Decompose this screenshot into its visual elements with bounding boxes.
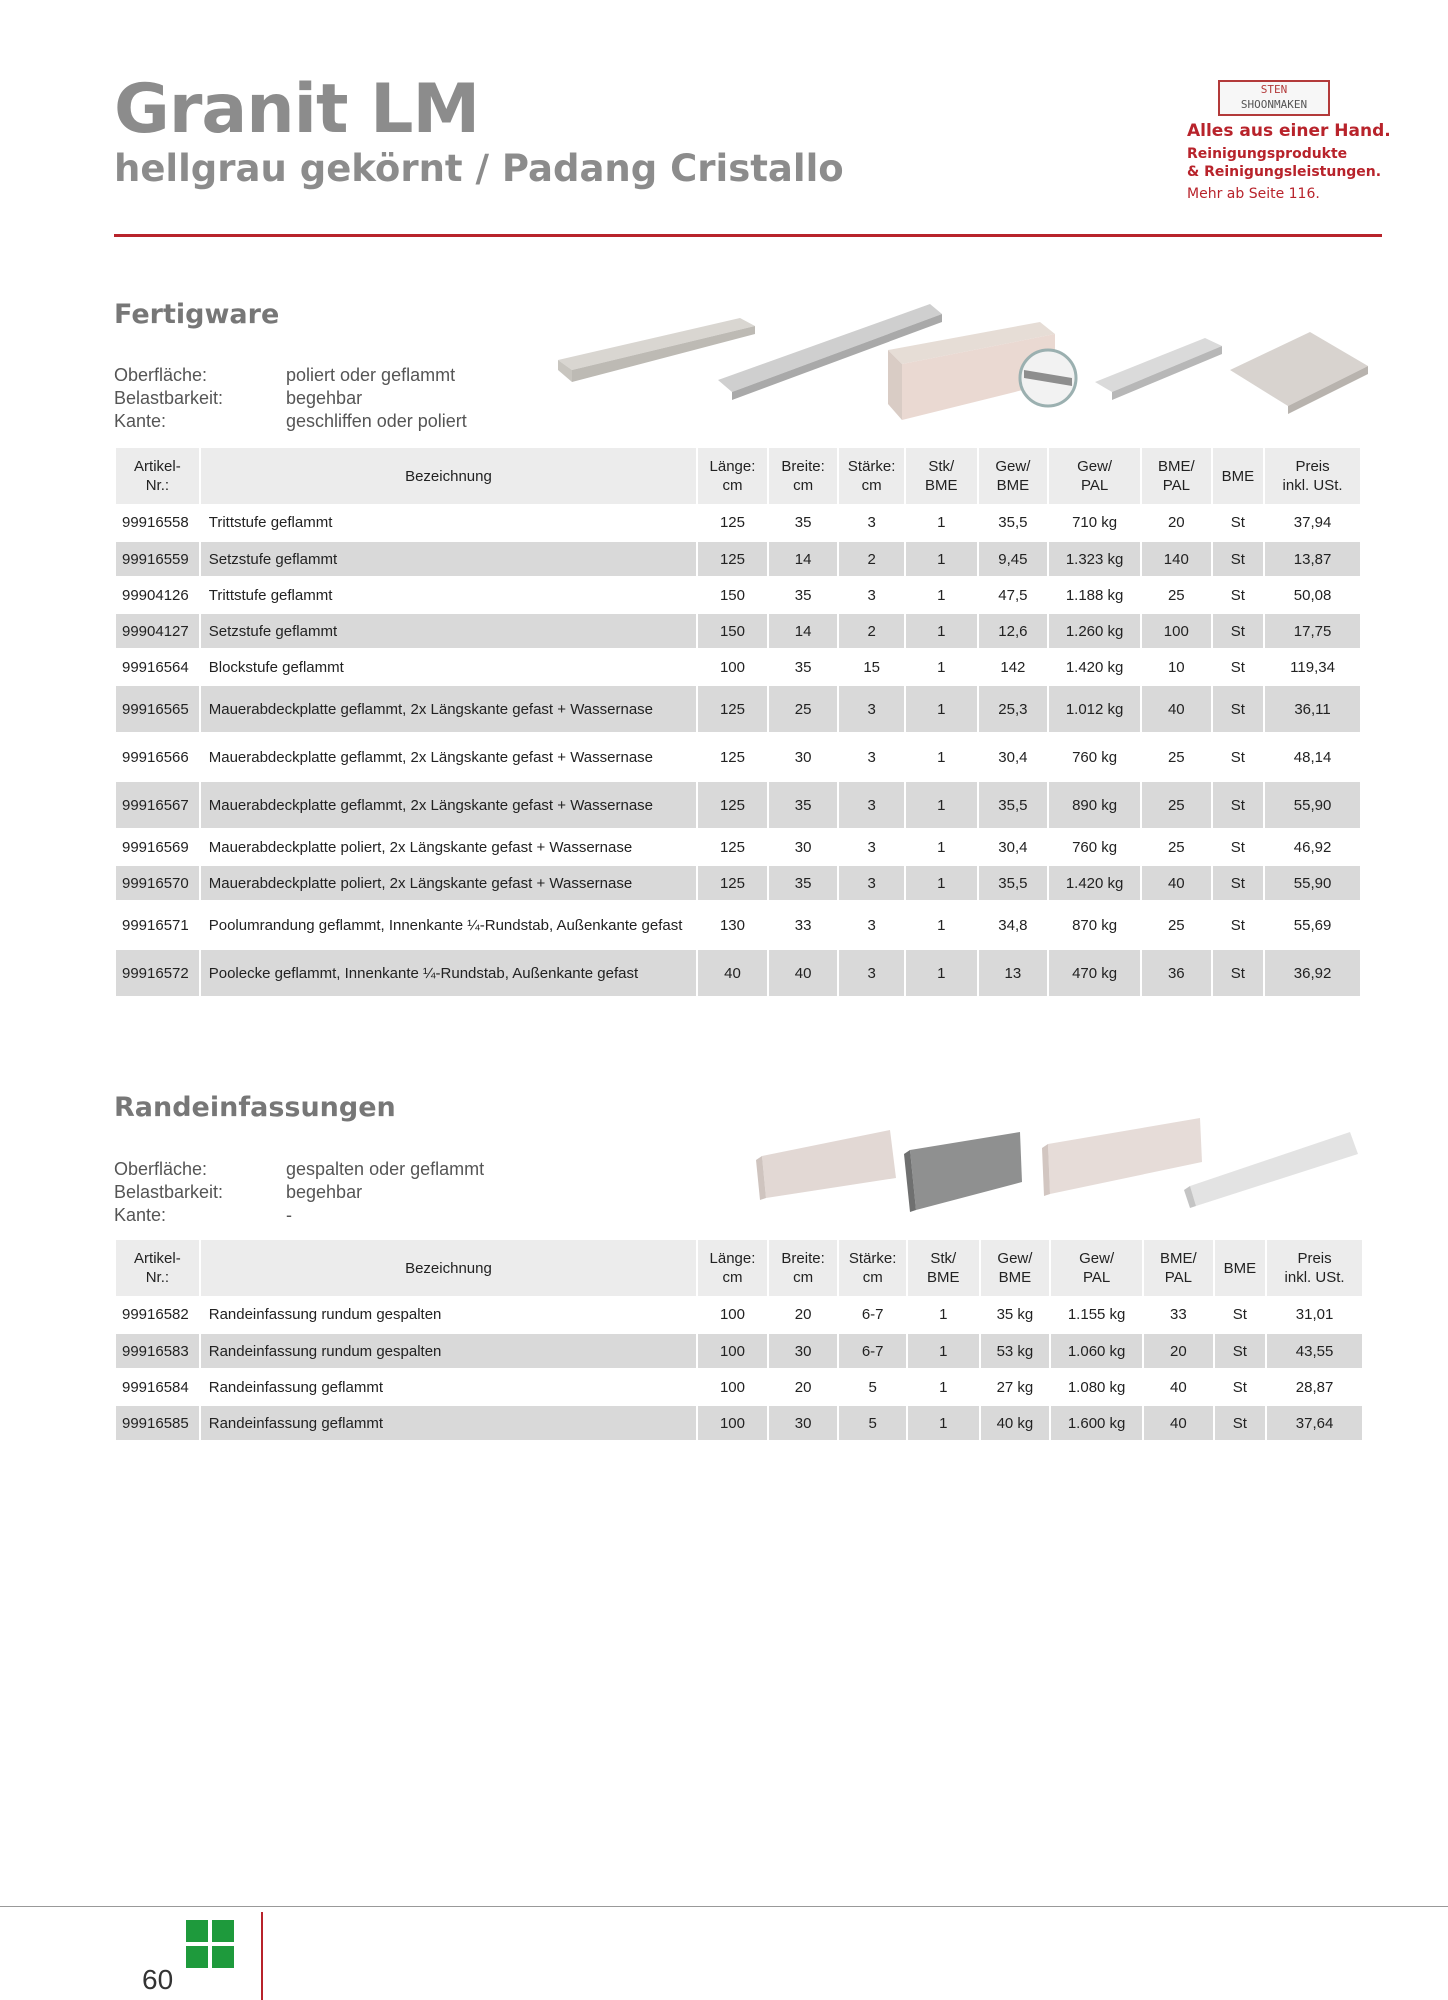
value-cell: St: [1213, 780, 1263, 828]
property-label: Oberfläche:: [114, 365, 208, 385]
description-cell: Mauerabdeckplatte geflammt, 2x Längskante gefast + Wassernase: [201, 732, 696, 780]
value-cell: St: [1213, 684, 1263, 732]
value-cell: 46,92: [1265, 828, 1360, 864]
value-cell: 35,5: [979, 780, 1048, 828]
column-header: Gew/ PAL: [1051, 1240, 1142, 1296]
value-cell: 33: [1169, 1305, 1187, 1323]
value-cell: 6-7: [861, 1305, 884, 1323]
value-cell: 47,5: [979, 576, 1048, 612]
property-value: begehbar: [286, 1182, 363, 1202]
property-label: Kante:: [114, 1205, 167, 1225]
value-cell: 28,87: [1267, 1368, 1362, 1404]
table-row: [116, 864, 1360, 900]
fertigware-properties: [114, 364, 467, 433]
value-cell: 30,4: [979, 828, 1048, 864]
value-cell: 35 kg: [996, 1305, 1034, 1323]
logo-line-2: SHOONMAKEN: [1240, 98, 1308, 111]
value-cell: 3: [839, 828, 904, 864]
header-divider: [114, 234, 1382, 237]
fertigware-table: [114, 448, 1362, 996]
value-cell: 1: [908, 1332, 979, 1368]
value-cell: 1: [908, 1368, 979, 1404]
value-cell: 25: [1142, 900, 1211, 948]
table-row: [116, 1296, 1362, 1332]
value-cell: 150: [698, 576, 767, 612]
value-cell: 1: [908, 1404, 979, 1440]
column-header: Stärke: cm: [839, 448, 904, 504]
value-cell: St: [1213, 900, 1263, 948]
value-cell: St: [1215, 1404, 1265, 1440]
value-cell: 40: [1144, 1404, 1213, 1440]
value-cell: St: [1213, 828, 1263, 864]
value-cell: 55,90: [1265, 780, 1360, 828]
article-number-cell: 99916571: [116, 900, 199, 948]
value-cell: 36: [1142, 948, 1211, 996]
table-row: [116, 576, 1360, 612]
value-cell: 125: [698, 828, 767, 864]
article-number-cell: 99916564: [116, 648, 199, 684]
section-title-randeinfassungen: Randeinfassungen: [114, 1092, 396, 1123]
value-cell: 1: [939, 1305, 948, 1323]
value-cell: 15: [839, 648, 904, 684]
value-cell: 27 kg: [981, 1368, 1050, 1404]
value-cell: 3: [839, 732, 904, 780]
column-header: Länge: cm: [698, 448, 767, 504]
value-cell: 30: [769, 1404, 838, 1440]
advert-page-ref: Mehr ab Seite 116.: [1187, 186, 1320, 202]
value-cell: 33: [769, 900, 838, 948]
value-cell: 5: [839, 1404, 906, 1440]
column-header: BME/ PAL: [1144, 1240, 1213, 1296]
value-cell: 100: [719, 1305, 745, 1323]
value-cell: 25,3: [979, 684, 1048, 732]
value-cell: 25: [1142, 780, 1211, 828]
value-cell: 125: [698, 684, 767, 732]
column-header: Stk/ BME: [908, 1240, 979, 1296]
table-row: [116, 684, 1360, 732]
value-cell: 35,5: [998, 513, 1028, 531]
value-cell: St: [1213, 612, 1263, 648]
value-cell: St: [1213, 576, 1263, 612]
value-cell: 150: [698, 612, 767, 648]
article-number-cell: 99916582: [122, 1305, 189, 1323]
value-cell: 20: [769, 1368, 838, 1404]
value-cell: 890 kg: [1049, 780, 1140, 828]
value-cell: St: [1213, 648, 1263, 684]
article-number-cell: 99916567: [116, 780, 199, 828]
value-cell: St: [1215, 1332, 1265, 1368]
value-cell: 30: [769, 732, 838, 780]
value-cell: 1: [906, 828, 977, 864]
value-cell: 3: [839, 864, 904, 900]
value-cell: 1: [906, 900, 977, 948]
property-row: [114, 1158, 484, 1181]
value-cell: St: [1230, 513, 1245, 531]
value-cell: 2: [839, 540, 904, 576]
table-row: [116, 648, 1360, 684]
value-cell: 55,69: [1265, 900, 1360, 948]
logo-line-1: STEN: [1260, 83, 1288, 96]
randeinfassungen-product-photos: [750, 1110, 1370, 1230]
property-value: geschliffen oder poliert: [286, 411, 467, 431]
column-header: Stärke: cm: [839, 1240, 906, 1296]
advert-line-3: & Reinigungsleistungen.: [1187, 164, 1382, 180]
page-title: Granit LM: [114, 70, 480, 149]
property-row: [114, 1181, 484, 1204]
advert-block: [1187, 120, 1427, 203]
value-cell: 20: [1167, 513, 1185, 531]
article-number-cell: 99916569: [116, 828, 199, 864]
value-cell: 12,6: [979, 612, 1048, 648]
value-cell: 710 kg: [1072, 513, 1118, 531]
article-number-cell: 99916559: [116, 540, 199, 576]
value-cell: 1: [906, 684, 977, 732]
randeinfassungen-table: [114, 1240, 1364, 1440]
value-cell: St: [1213, 732, 1263, 780]
description-cell: Poolumrandung geflammt, Innenkante ¼-Rundstab, Außenkante gefast: [201, 900, 696, 948]
value-cell: St: [1213, 948, 1263, 996]
column-header: Länge: cm: [698, 1240, 767, 1296]
table-row: [116, 504, 1360, 540]
value-cell: 14: [769, 612, 838, 648]
column-header: Stk/ BME: [906, 448, 977, 504]
value-cell: 125: [698, 864, 767, 900]
fertigware-product-photos: [540, 270, 1390, 430]
value-cell: 25: [1142, 576, 1211, 612]
description-cell: Trittstufe geflammt: [208, 513, 333, 531]
column-header: Gew/ PAL: [1049, 448, 1140, 504]
column-header: Breite: cm: [769, 448, 838, 504]
value-cell: 119,34: [1265, 648, 1360, 684]
value-cell: 1.600 kg: [1051, 1404, 1142, 1440]
brand-logo: [1218, 80, 1330, 116]
description-cell: Mauerabdeckplatte poliert, 2x Längskante gefast + Wassernase: [201, 864, 696, 900]
product-photo-randeinfassung-gespalten-hell: [756, 1130, 896, 1200]
value-cell: 13: [979, 948, 1048, 996]
value-cell: 40: [1142, 864, 1211, 900]
article-number-cell: 99904126: [116, 576, 199, 612]
article-number-cell: 99916565: [116, 684, 199, 732]
footer-divider: [0, 1906, 1448, 1907]
advert-headline: Alles aus einer Hand.: [1187, 121, 1391, 141]
table-row: [116, 1368, 1362, 1404]
product-photo-randeinfassung-geflammt-grau: [1184, 1132, 1358, 1208]
value-cell: 31,01: [1295, 1305, 1334, 1323]
value-cell: 35,5: [979, 864, 1048, 900]
column-header: BME: [1215, 1240, 1265, 1296]
product-photo-randeinfassung-gespalten-dunkel: [904, 1132, 1022, 1212]
value-cell: 1: [906, 780, 977, 828]
property-value: begehbar: [286, 388, 363, 408]
table-row: [116, 948, 1360, 996]
article-number-cell: 99916558: [122, 513, 189, 531]
value-cell: 25: [1142, 828, 1211, 864]
value-cell: 125: [698, 540, 767, 576]
product-photo-detail-circle: [1020, 350, 1076, 406]
section-title-fertigware: Fertigware: [114, 299, 280, 330]
value-cell: 35: [794, 513, 812, 531]
value-cell: 1.080 kg: [1051, 1368, 1142, 1404]
product-photo-mauerabdeckplatte: [1095, 338, 1222, 400]
value-cell: 125: [719, 513, 745, 531]
table-row: [116, 1404, 1362, 1440]
value-cell: 3: [867, 513, 876, 531]
article-number-cell: 99916566: [116, 732, 199, 780]
page-number: 60: [142, 1964, 174, 1995]
value-cell: 40 kg: [981, 1404, 1050, 1440]
value-cell: 760 kg: [1049, 732, 1140, 780]
value-cell: 17,75: [1265, 612, 1360, 648]
table-row: [116, 828, 1360, 864]
value-cell: 3: [839, 576, 904, 612]
value-cell: St: [1232, 1305, 1247, 1323]
article-number-cell: 99916583: [116, 1332, 199, 1368]
value-cell: 1: [937, 513, 946, 531]
value-cell: 48,14: [1265, 732, 1360, 780]
table-row: [116, 780, 1360, 828]
value-cell: 760 kg: [1049, 828, 1140, 864]
value-cell: 35: [769, 576, 838, 612]
value-cell: 43,55: [1267, 1332, 1362, 1368]
description-cell: Trittstufe geflammt: [201, 576, 696, 612]
value-cell: St: [1215, 1368, 1265, 1404]
column-header: Gew/ BME: [979, 448, 1048, 504]
value-cell: 1.420 kg: [1049, 864, 1140, 900]
description-cell: Randeinfassung geflammt: [201, 1368, 696, 1404]
value-cell: 3: [839, 900, 904, 948]
description-cell: Randeinfassung rundum gespalten: [201, 1332, 696, 1368]
column-header: Preis inkl. USt.: [1267, 1240, 1362, 1296]
description-cell: Randeinfassung geflammt: [201, 1404, 696, 1440]
value-cell: St: [1213, 864, 1263, 900]
value-cell: 35: [769, 864, 838, 900]
value-cell: 1.188 kg: [1049, 576, 1140, 612]
value-cell: 100: [698, 648, 767, 684]
description-cell: Mauerabdeckplatte geflammt, 2x Längskante gefast + Wassernase: [201, 684, 696, 732]
description-cell: Mauerabdeckplatte geflammt, 2x Längskante gefast + Wassernase: [201, 780, 696, 828]
value-cell: 1.012 kg: [1049, 684, 1140, 732]
value-cell: 3: [839, 684, 904, 732]
value-cell: 37,64: [1267, 1404, 1362, 1440]
value-cell: 1.155 kg: [1067, 1305, 1126, 1323]
value-cell: 40: [698, 948, 767, 996]
value-cell: 3: [839, 948, 904, 996]
value-cell: 100: [698, 1404, 767, 1440]
value-cell: 1: [906, 612, 977, 648]
value-cell: 1.260 kg: [1049, 612, 1140, 648]
table-row: [116, 540, 1360, 576]
value-cell: 40: [1144, 1368, 1213, 1404]
table-row: [116, 1332, 1362, 1368]
green-squares-logo-icon: [186, 1920, 234, 1968]
column-header: Artikel- Nr.:: [116, 1240, 199, 1296]
value-cell: 34,8: [979, 900, 1048, 948]
property-row: [114, 1204, 484, 1227]
description-cell: Setzstufe geflammt: [201, 612, 696, 648]
value-cell: 36,11: [1265, 684, 1360, 732]
description-cell: Setzstufe geflammt: [201, 540, 696, 576]
value-cell: 1.060 kg: [1051, 1332, 1142, 1368]
advert-line-2: Reinigungsprodukte: [1187, 146, 1348, 162]
table-row: [116, 612, 1360, 648]
value-cell: 1: [906, 540, 977, 576]
description-cell: Mauerabdeckplatte poliert, 2x Längskante gefast + Wassernase: [201, 828, 696, 864]
description-cell: Randeinfassung rundum gespalten: [208, 1305, 442, 1323]
value-cell: 125: [698, 732, 767, 780]
value-cell: 1: [906, 648, 977, 684]
value-cell: 1: [906, 576, 977, 612]
product-photo-trittstufe: [558, 318, 755, 382]
value-cell: 1: [906, 732, 977, 780]
column-header: Bezeichnung: [201, 448, 696, 504]
value-cell: 1: [906, 948, 977, 996]
value-cell: 35: [769, 780, 838, 828]
property-label: Belastbarkeit:: [114, 388, 224, 408]
value-cell: 14: [769, 540, 838, 576]
value-cell: 3: [839, 780, 904, 828]
article-number-cell: 99916572: [116, 948, 199, 996]
value-cell: 870 kg: [1049, 900, 1140, 948]
value-cell: St: [1213, 540, 1263, 576]
property-label: Kante:: [114, 411, 167, 431]
table-row: [116, 900, 1360, 948]
value-cell: 36,92: [1265, 948, 1360, 996]
value-cell: 142: [979, 648, 1048, 684]
value-cell: 50,08: [1265, 576, 1360, 612]
column-header: BME/ PAL: [1142, 448, 1211, 504]
value-cell: 5: [839, 1368, 906, 1404]
randeinfassungen-properties: [114, 1158, 484, 1227]
value-cell: 40: [769, 948, 838, 996]
value-cell: 470 kg: [1049, 948, 1140, 996]
column-header: Gew/ BME: [981, 1240, 1050, 1296]
value-cell: 30: [769, 828, 838, 864]
property-row: [114, 410, 467, 433]
article-number-cell: 99916584: [116, 1368, 199, 1404]
value-cell: 100: [698, 1368, 767, 1404]
value-cell: 9,45: [979, 540, 1048, 576]
column-header: Artikel- Nr.:: [116, 448, 199, 504]
value-cell: 35: [769, 648, 838, 684]
footer-accent-line: [261, 1912, 263, 2000]
value-cell: 37,94: [1293, 513, 1332, 531]
value-cell: 140: [1142, 540, 1211, 576]
article-number-cell: 99904127: [116, 612, 199, 648]
column-header: Preis inkl. USt.: [1265, 448, 1360, 504]
value-cell: 30: [769, 1332, 838, 1368]
value-cell: 13,87: [1265, 540, 1360, 576]
value-cell: 40: [1142, 684, 1211, 732]
value-cell: 1.323 kg: [1049, 540, 1140, 576]
table-header-row: [116, 1240, 1362, 1296]
article-number-cell: 99916570: [116, 864, 199, 900]
table-row: [116, 732, 1360, 780]
column-header: Breite: cm: [769, 1240, 838, 1296]
property-row: [114, 364, 467, 387]
value-cell: 20: [794, 1305, 812, 1323]
value-cell: 1.420 kg: [1049, 648, 1140, 684]
property-label: Oberfläche:: [114, 1159, 208, 1179]
value-cell: 25: [769, 684, 838, 732]
value-cell: 20: [1144, 1332, 1213, 1368]
description-cell: Poolecke geflammt, Innenkante ¼-Rundstab, Außenkante gefast: [201, 948, 696, 996]
value-cell: 30,4: [979, 732, 1048, 780]
property-value: gespalten oder geflammt: [286, 1159, 485, 1179]
property-label: Belastbarkeit:: [114, 1182, 224, 1202]
value-cell: 1: [906, 864, 977, 900]
value-cell: 2: [839, 612, 904, 648]
product-photo-randeinfassung-geflammt-rosa: [1042, 1118, 1202, 1196]
value-cell: 6-7: [839, 1332, 906, 1368]
table-header-row: [116, 448, 1360, 504]
description-cell: Blockstufe geflammt: [201, 648, 696, 684]
value-cell: 55,90: [1265, 864, 1360, 900]
article-number-cell: 99916585: [116, 1404, 199, 1440]
value-cell: 125: [698, 780, 767, 828]
column-header: Bezeichnung: [201, 1240, 696, 1296]
value-cell: 100: [1142, 612, 1211, 648]
value-cell: 100: [698, 1332, 767, 1368]
property-value: -: [286, 1205, 292, 1225]
property-value: poliert oder geflammt: [286, 365, 456, 385]
value-cell: 53 kg: [981, 1332, 1050, 1368]
value-cell: 25: [1142, 732, 1211, 780]
column-header: BME: [1213, 448, 1263, 504]
value-cell: 130: [698, 900, 767, 948]
product-photo-poolecke: [1230, 332, 1368, 414]
value-cell: 10: [1142, 648, 1211, 684]
page-subtitle: hellgrau gekörnt / Padang Cristallo: [114, 147, 844, 190]
property-row: [114, 387, 467, 410]
